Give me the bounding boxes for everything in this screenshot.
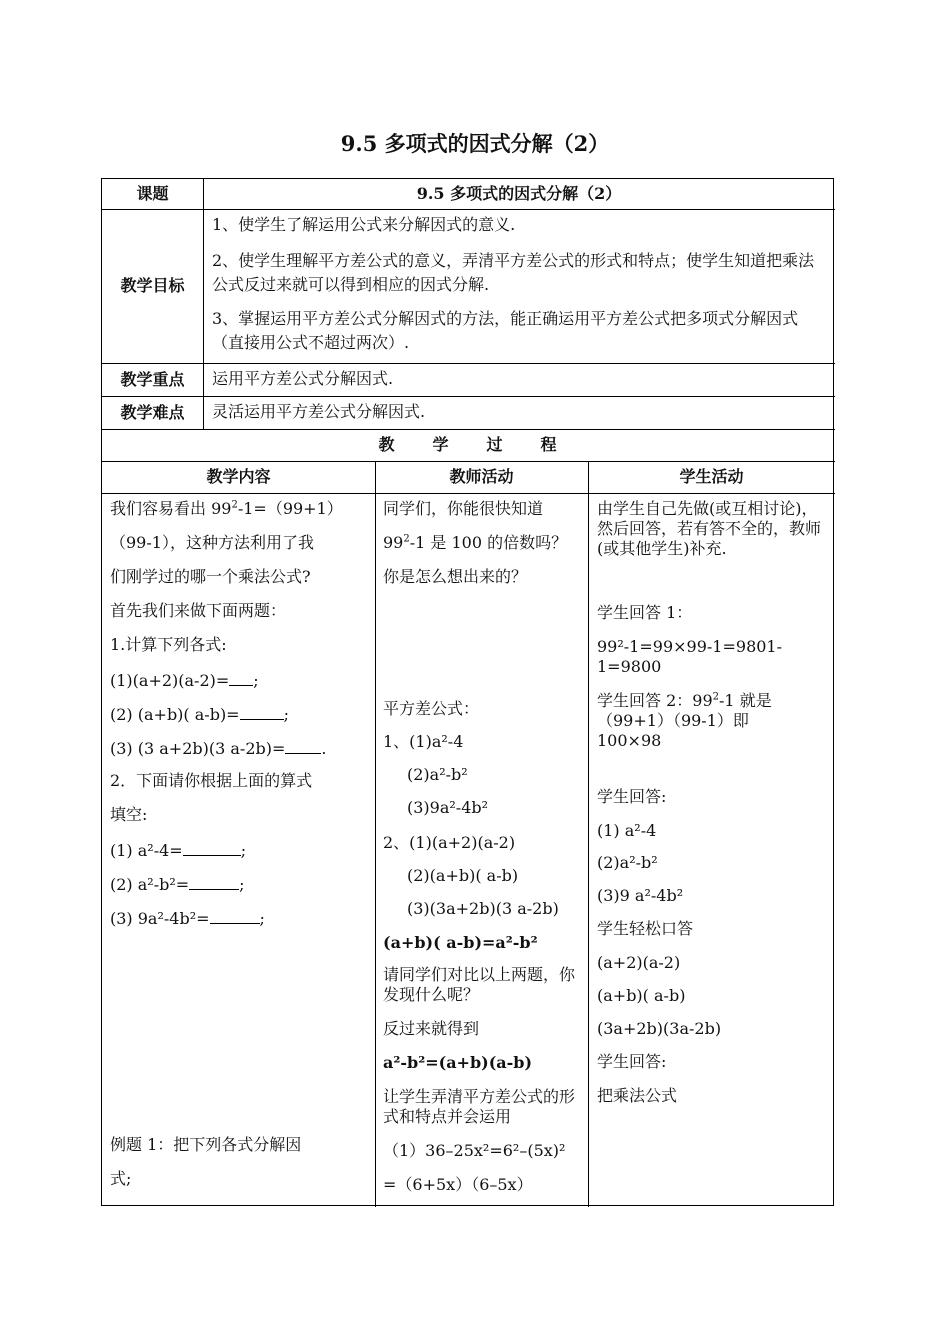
content-line: 1.计算下列各式:: [110, 635, 227, 654]
content-line: (2) a²-b²= ;: [110, 875, 245, 894]
student-line: (1) a²-4: [597, 821, 657, 840]
column-divider: [203, 179, 204, 429]
student-line: (a+b)( a-b): [597, 986, 686, 1005]
student-line: (3)9 a²-4b²: [597, 886, 684, 905]
difficulty-value: 灵活运用平方差公式分解因式.: [212, 402, 426, 421]
content-line: 填空:: [110, 805, 148, 824]
focus-label: 教学重点: [120, 369, 185, 389]
row-divider: [102, 363, 835, 364]
student-line: 学生回答:: [597, 1052, 667, 1071]
student-line: 学生轻松口答: [597, 919, 694, 938]
column-header-student: 学生活动: [679, 467, 744, 486]
topic-value: 9.5 多项式的因式分解（2）: [416, 184, 622, 203]
content-line: (1) a²-4= ;: [110, 841, 247, 860]
content-line: 我们容易看出 $99^2-1=(99+1)$: [110, 499, 343, 518]
column-header-teacher: 教师活动: [449, 467, 514, 486]
teacher-line: 平方差公式：: [383, 699, 480, 718]
focus-value: 运用平方差公式分解因式.: [212, 369, 394, 388]
page-title: 9.5 多项式的因式分解（2）: [340, 131, 610, 156]
student-line: 学生回答 2：$99^2-1$ 就是（99+1）（99-1）即 100×98: [597, 691, 772, 750]
column-divider: [375, 461, 376, 1207]
content-line: (3) 9a²-4b²= ;: [110, 909, 265, 928]
teacher-line: (2)(a+b)( a-b): [407, 866, 519, 885]
teacher-line: 请同学们对比以上两题，你发现什么呢？: [383, 965, 576, 1004]
topic-label: 课题: [136, 184, 169, 203]
goal-item: 1、使学生了解运用公式来分解因式的意义.: [212, 215, 516, 234]
goals-label: 教学目标: [120, 276, 185, 295]
content-line: (2) (a+b)( a-b)= ;: [110, 705, 289, 724]
teacher-line: $99^2-1$ 是 100 的倍数吗？: [383, 533, 568, 552]
difficulty-label: 教学难点: [120, 402, 185, 422]
content-line: （99-1），这种方法利用了我: [110, 533, 314, 552]
teacher-line: (3)(3a+2b)(3 a-2b): [407, 899, 559, 918]
process-heading: 教 学 过 程: [378, 435, 559, 454]
student-line: (a+2)(a-2): [597, 953, 681, 972]
teacher-line: (2)a²-b²: [407, 765, 468, 784]
column-divider: [588, 461, 589, 1207]
content-line: 例题 1：把下列各式分解因: [110, 1135, 302, 1154]
content-line: 式;: [110, 1169, 132, 1188]
teacher-line: 你是怎么想出来的？: [383, 567, 528, 586]
student-line: (2)a²-b²: [597, 853, 658, 872]
teacher-line: 1、(1)a²-4: [383, 732, 464, 751]
content-line: 2．下面请你根据上面的算式: [110, 771, 313, 790]
goal-item: 2、使学生理解平方差公式的意义，弄清平方差公式的形式和特点；使学生知道把乘法公式反过来就可以得到相应的因式分解.: [212, 251, 815, 294]
student-line: 把乘法公式: [597, 1086, 678, 1105]
content-line: (1)(a+2)(a-2)= ;: [110, 671, 259, 690]
teacher-line: 反过来就得到: [383, 1019, 480, 1038]
teacher-line: =（6+5x）（6–5x）: [383, 1175, 533, 1194]
goal-item: 3、掌握运用平方差公式分解因式的方法，能正确运用平方差公式把多项式分解因式（直接用公式不超过两次）.: [212, 309, 799, 352]
student-line: 学生回答 1：: [597, 603, 693, 622]
teacher-line: （1）36–25x²=6²–(5x)²: [383, 1141, 566, 1160]
row-divider: [102, 493, 835, 494]
teacher-line: 让学生弄清平方差公式的形式和特点并会运用: [383, 1087, 576, 1126]
teacher-line: a²-b²=(a+b)(a-b): [383, 1053, 533, 1072]
content-line: 首先我们来做下面两题：: [110, 601, 287, 620]
teacher-line: (a+b)( a-b)=a²-b²: [383, 933, 538, 952]
content-line: (3) (3 a+2b)(3 a-2b)= .: [110, 739, 327, 758]
student-line: (3a+2b)(3a-2b): [597, 1019, 722, 1038]
teacher-line: (3)9a²-4b²: [407, 798, 489, 817]
row-divider: [102, 209, 835, 210]
column-header-content: 教学内容: [206, 467, 271, 486]
student-line: 学生回答:: [597, 787, 667, 806]
teacher-line: 2、(1)(a+2)(a-2): [383, 833, 516, 852]
student-line: 99²-1=99×99-1=9801-1=9800: [597, 637, 783, 676]
content-line: 们刚学过的哪一个乘法公式?: [110, 567, 311, 586]
lesson-plan-table: [101, 178, 834, 1206]
student-line: 由学生自己先做(或互相讨论)，然后回答，若有答不全的，教师(或其他学生)补充.: [597, 499, 822, 558]
teacher-line: 同学们，你能很快知道: [383, 499, 544, 518]
row-divider: [102, 396, 835, 397]
